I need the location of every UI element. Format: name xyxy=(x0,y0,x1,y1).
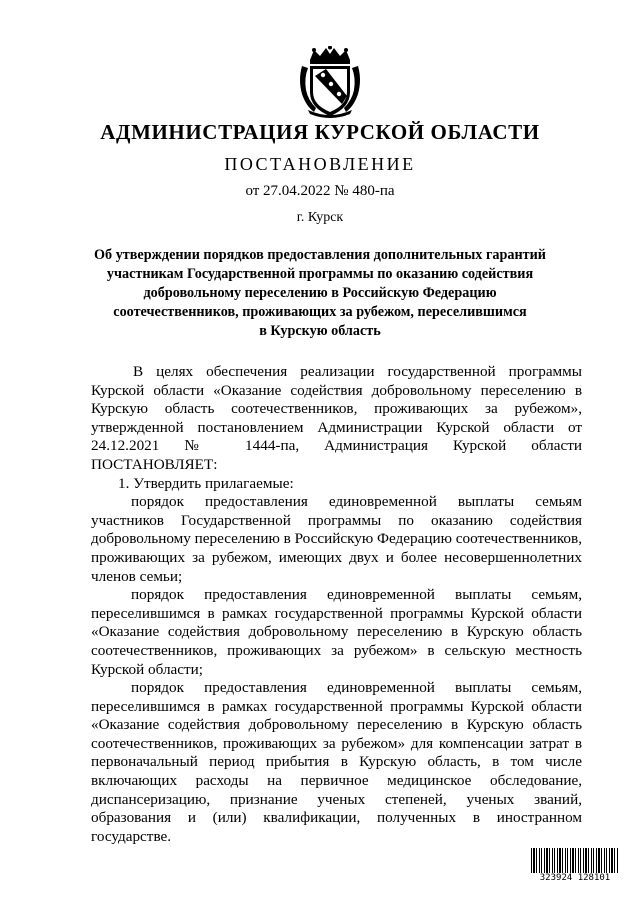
subject-line: добровольному переселению в Российскую Федерацию xyxy=(143,285,497,301)
barcode-number: 323924 128101 xyxy=(539,873,611,883)
order-2-paragraph: порядок предоставления единовременной выплаты семьям, переселившимся в рамках государственной программы Курской области «Оказание содействия добровольному переселению в Курскую область соотечественников, проживающих за рубежом» в сельскую местность Курской области; xyxy=(91,586,582,678)
order-3-paragraph: порядок предоставления единовременной выплаты семьям, переселившимся в рамках государственной программы Курской области «Оказание содействия добровольному переселению в Курскую область соотечественников, проживающих за рубежом» для компенсации затрат в первоначальный период прибытия в Курскую область, в том числе включающих расходы на первичное медицинское обследование, диспансеризацию, признание ученых степеней, ученых званий, образования и (или) квалификации, полученных в иностранном государстве. xyxy=(91,679,582,845)
document-subject xyxy=(70,246,570,341)
barcode-bars xyxy=(531,848,619,873)
document-body xyxy=(91,363,582,846)
organization-title: АДМИНИСТРАЦИЯ КУРСКОЙ ОБЛАСТИ xyxy=(100,120,540,144)
subject-line: Об утверждении порядков предоставления дополнительных гарантий xyxy=(94,247,546,263)
subject-line: участникам Государственной программы по оказанию содействия xyxy=(106,266,534,282)
document-date-number: от 27.04.2022 № 480-па xyxy=(245,183,395,199)
kursk-coat-of-arms-emblem xyxy=(296,46,364,118)
order-1-paragraph: порядок предоставления единовременной выплаты семьям участников Государственной программы по оказанию содействия добровольному переселению в Российскую Федерацию соотечественников, проживающих за рубежом, имеющих двух и более несовершеннолетних членов семьи; xyxy=(91,493,582,585)
preamble-paragraph: В целях обеспечения реализации государственной программы Курской области «Оказание содействия добровольному переселению в Курскую область соотечественников, проживающих за рубежом», утвержденной постановлением Администрации Курской области от 24.12.2021 № 1444-па, Администрация Курской области ПОСТАНОВЛЯЕТ: xyxy=(91,363,582,473)
subject-line: в Курскую область xyxy=(259,323,381,339)
document-barcode xyxy=(531,848,619,884)
document-type: ПОСТАНОВЛЕНИЕ xyxy=(224,154,416,174)
document-city: г. Курск xyxy=(296,210,344,225)
subject-line: соотечественников, проживающих за рубежом, переселившимся xyxy=(113,304,527,320)
item-1-paragraph: 1. Утвердить прилагаемые: xyxy=(118,474,294,492)
